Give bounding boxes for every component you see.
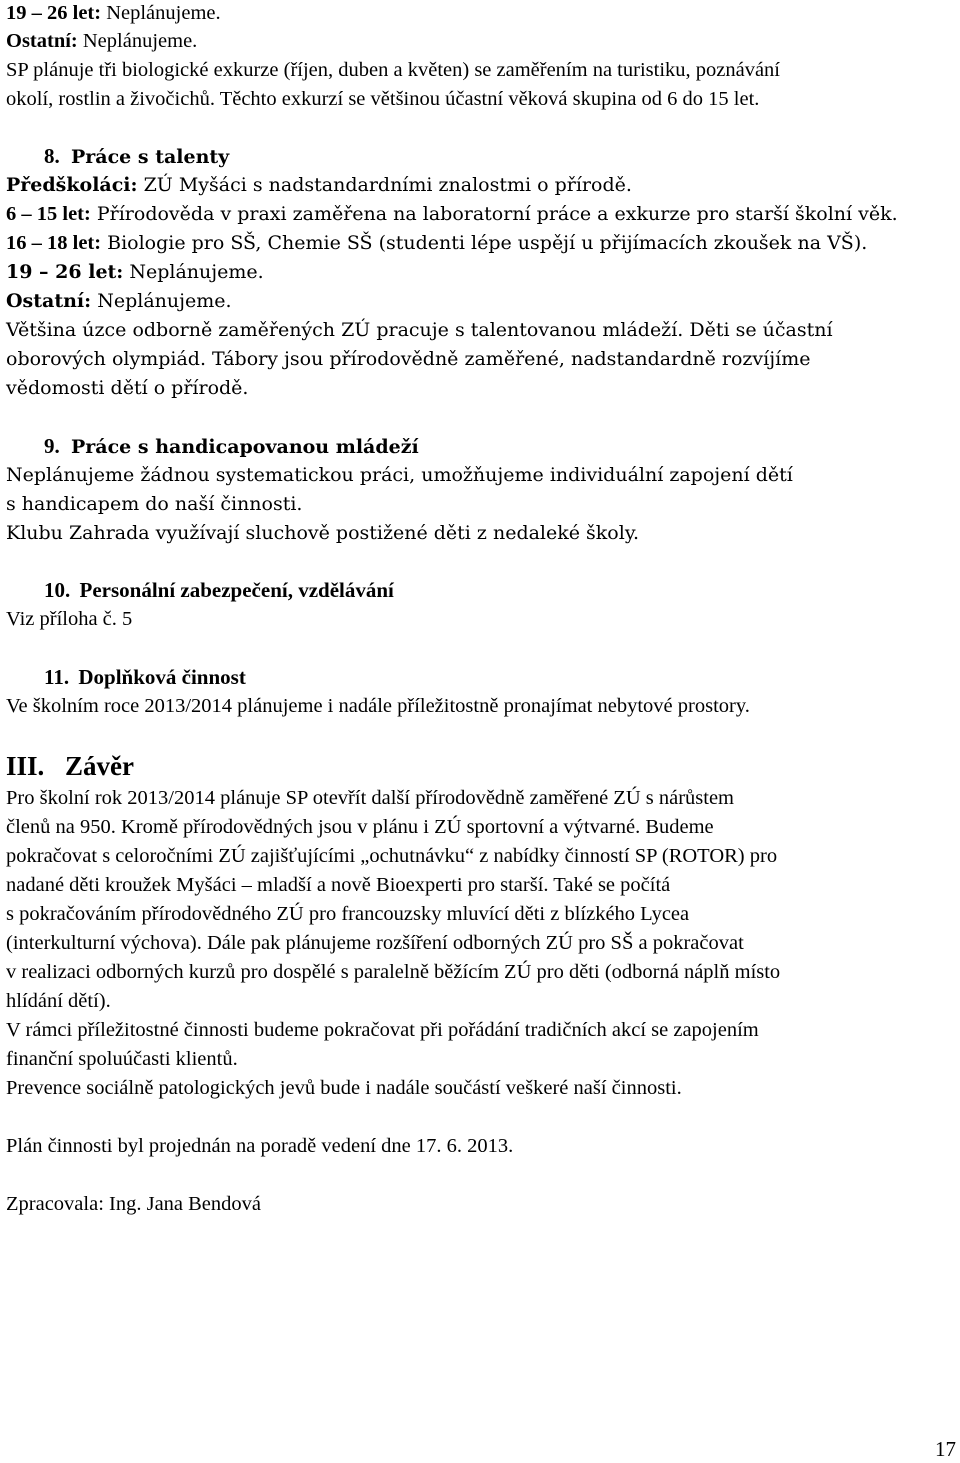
age-text: Biologie pro SŠ, Chemie SŠ (studenti lépe uspějí u přijímacích zkoušek na VŠ).: [101, 232, 868, 254]
other-label: Ostatní:: [6, 30, 78, 52]
age-19-26-line: [6, 259, 264, 285]
section-number: 8.: [44, 144, 60, 168]
age-16-18-line: [6, 230, 867, 256]
paragraph-line: Ve školním roce 2013/2014 plánujeme i nadále příležitostně pronajímat nebytové prostory.: [6, 695, 750, 717]
other-line: [6, 28, 197, 54]
chapter-number: III.: [6, 751, 45, 781]
section-title: Práce s handicapovanou mládeží: [71, 436, 419, 458]
section-number: 9.: [44, 434, 60, 458]
paragraph-line: oborových olympiád. Tábory jsou přírodovědně zaměřené, nadstandardně rozvíjíme: [6, 348, 811, 370]
section-number: 11.: [44, 665, 70, 689]
paragraph-line: SP plánuje tři biologické exkurze (říjen, duben a květen) se zaměřením na turistiku, poznávání: [6, 59, 781, 81]
age-text: Neplánujeme.: [123, 261, 264, 283]
plan-note: Plán činnosti byl projednán na poradě vedení dne 17. 6. 2013.: [6, 1135, 514, 1157]
other-label: Ostatní:: [6, 290, 92, 312]
paragraph-line: (interkulturní výchova). Dále pak plánujeme rozšíření odborných ZÚ pro SŠ a pokračovat: [6, 932, 744, 954]
paragraph-line: s handicapem do naší činnosti.: [6, 493, 303, 515]
page-number: 17: [935, 1437, 956, 1461]
other-text: Neplánujeme.: [77, 30, 198, 52]
paragraph-line: v realizaci odborných kurzů pro dospělé s paralelně běžícím ZÚ pro děti (odborná náplň místo: [6, 961, 781, 983]
group-label: Předškoláci:: [6, 174, 138, 196]
age-label: 16 – 18 let:: [6, 232, 102, 254]
paragraph-line: Viz příloha č. 5: [6, 608, 133, 630]
paragraph-line: Neplánujeme žádnou systematickou práci, umožňujeme individuální zapojení dětí: [6, 464, 793, 486]
paragraph-line: okolí, rostlin a živočichů. Těchto exkurzí se většinou účastní věková skupina od 6 do 15 let.: [6, 88, 760, 110]
section-title: Práce s talenty: [71, 146, 230, 168]
paragraph-line: vědomosti dětí o přírodě.: [6, 377, 249, 399]
chapter-title: Závěr: [65, 751, 135, 781]
section-number: 10.: [44, 578, 71, 602]
section-title: Personální zabezpečení, vzdělávání: [79, 578, 394, 602]
age-label: 6 – 15 let:: [6, 203, 91, 225]
paragraph-line: členů na 950. Kromě přírodovědných jsou v plánu i ZÚ sportovní a výtvarné. Budeme: [6, 816, 714, 838]
age-text: Neplánujeme.: [101, 2, 221, 24]
paragraph-line: s pokračováním přírodovědného ZÚ pro francouzsky mluvící děti z blízkého Lycea: [6, 903, 690, 925]
preschool-line: [6, 172, 632, 198]
section-heading: [44, 664, 246, 690]
paragraph-line: Prevence sociálně patologických jevů bude i nadále součástí veškeré naší činnosti.: [6, 1077, 682, 1099]
age-label: 19 – 26 let:: [6, 2, 102, 24]
paragraph-line: finanční spoluúčasti klientů.: [6, 1048, 238, 1070]
paragraph-line: pokračovat s celoročními ZÚ zajišťujícími „ochutnávku“ z nabídky činností SP (ROTOR) pro: [6, 845, 778, 867]
other-text: Neplánujeme.: [91, 290, 232, 312]
paragraph-line: hlídání dětí).: [6, 990, 111, 1012]
other-line: [6, 288, 232, 314]
paragraph-line: V rámci příležitostné činnosti budeme pokračovat při pořádání tradičních akcí se zapojením: [6, 1019, 759, 1041]
age-19-26-line: [6, 0, 221, 26]
author-line: Zpracovala: Ing. Jana Bendová: [6, 1193, 262, 1215]
paragraph-line: Většina úzce odborně zaměřených ZÚ pracuje s talentovanou mládeží. Děti se účastní: [6, 319, 833, 341]
age-label: 19 – 26 let:: [6, 261, 124, 283]
section-heading: [44, 143, 229, 170]
paragraph-line: Pro školní rok 2013/2014 plánuje SP otevřít další přírodovědně zaměřené ZÚ s nárůstem: [6, 787, 734, 809]
section-heading: [44, 577, 394, 603]
age-text: Přírodověda v praxi zaměřena na laboratorní práce a exkurze pro starší školní věk.: [90, 203, 898, 225]
group-text: ZÚ Myšáci s nadstandardními znalostmi o přírodě.: [137, 174, 632, 196]
chapter-heading: [6, 750, 134, 782]
section-heading: [44, 433, 419, 460]
age-6-15-line: [6, 201, 898, 227]
paragraph-line: nadané děti kroužek Myšáci – mladší a nově Bioexperti pro starší. Také se počítá: [6, 874, 671, 896]
paragraph-line: Klubu Zahrada využívají sluchově postižené děti z nedaleké školy.: [6, 522, 640, 544]
section-title: Doplňková činnost: [78, 665, 246, 689]
